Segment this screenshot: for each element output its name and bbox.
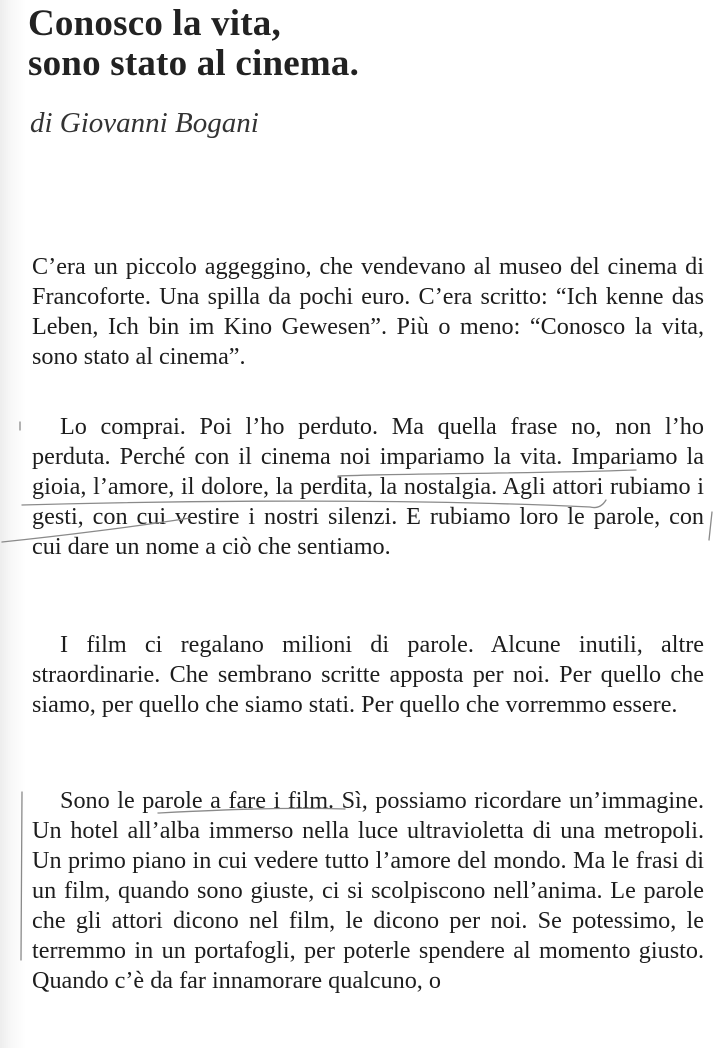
margin-bar-left — [21, 792, 22, 960]
paragraph-2: Lo comprai. Poi l’ho perduto. Ma quella frase no, non l’ho perduta. Perché con il cinema noi impariamo la vita. Impariamo la gioia, l’amore, il dolore, la perdita, la nostalgia. Agli attori rubiamo i gesti, con cui vestire i nostri silenzi. E rubiamo loro le parole, con cui dare un nome a ciò che sentiamo. — [32, 413, 704, 560]
paragraph-3: I film ci regalano milioni di parole. Alcune inutili, altre straordinarie. Che sembrano scritte apposta per noi. Per quello che siamo, per quello che siamo stati. Per quello che vorremmo essere. — [32, 631, 704, 718]
title-line-2: sono stato al cinema. — [28, 43, 360, 84]
paragraph-4: Sono le parole a fare i film. Sì, possiamo ricordare un’immagine. Un hotel all’alba immerso nella luce ultravioletta di una metropoli. Un primo piano in cui vedere tutto l’amore del mondo. Ma le frasi di un film, quando sono giuste, ci si scolpiscono nell’anima. Le parole che gli attori dicono nel film, le dicono per noi. Se potessimo, le terremmo in un portafogli, per poterle spendere al momento giusto. Quando c’è da far innamorare qualcuno, o — [32, 787, 704, 994]
margin-tick-right — [709, 512, 712, 540]
byline: di Giovanni Bogani — [30, 107, 259, 139]
paragraph-1: C’era un piccolo aggeggino, che vendevano al museo del cinema di Francoforte. Una spilla da pochi euro. C’era scritto: “Ich kenne das Leben, Ich bin im Kino Gewesen”. Più o meno: “Conosco la vita, sono stato al cinema”. — [32, 253, 704, 370]
title-line-1: Conosco la vita, — [28, 3, 281, 44]
article-title — [28, 4, 359, 84]
